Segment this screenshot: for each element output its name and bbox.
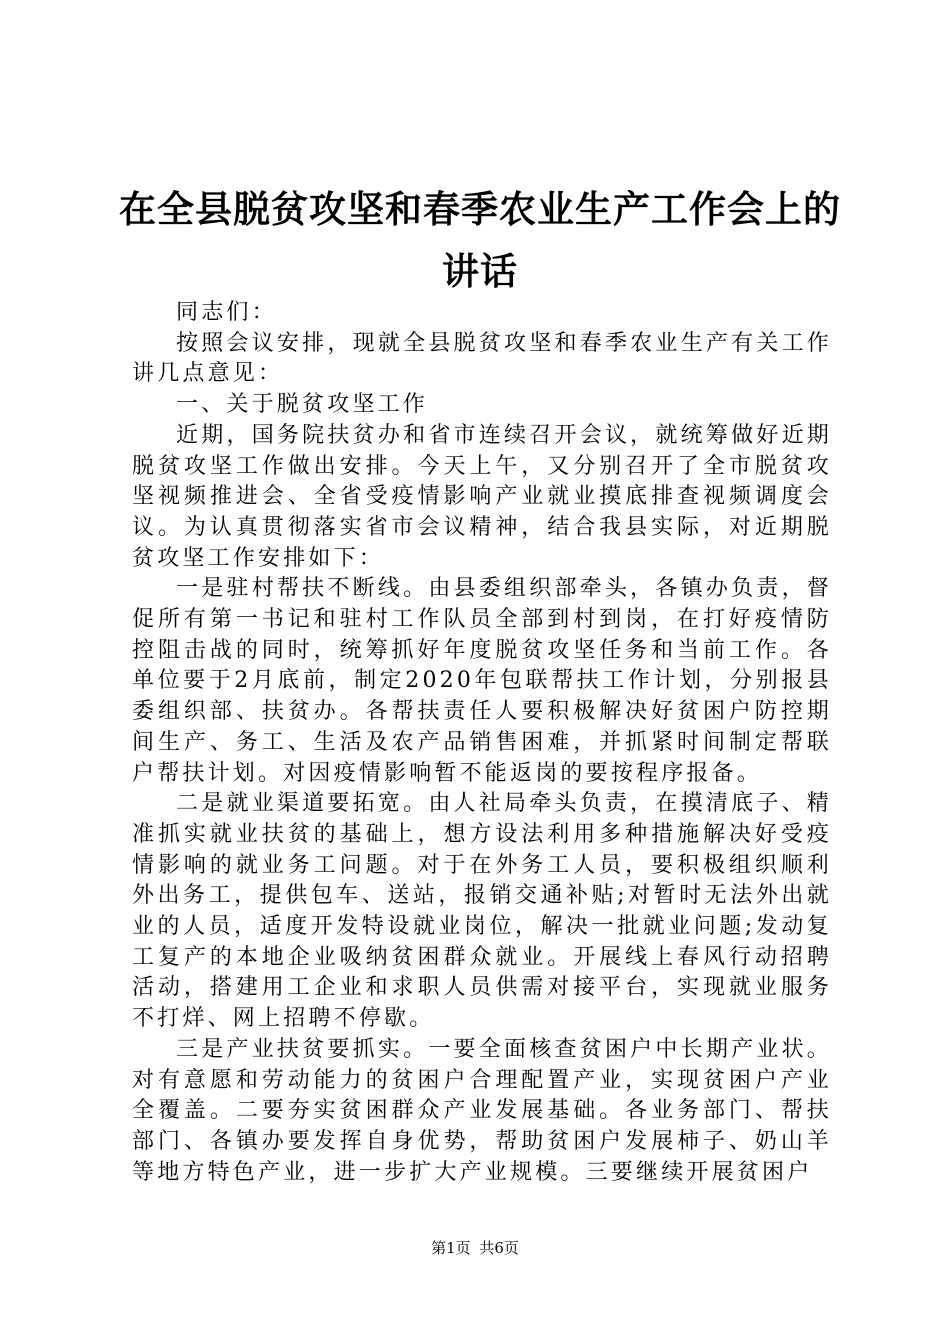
body-paragraph: 三是产业扶贫要抓实。一要全面核查贫困户中长期产业状。对有意愿和劳动能力的贫困户合理配置产业，实现贫困户产业全覆盖。二要夯实贫困群众产业发展基础。各业务部门、帮扶部门、各镇办要发挥自身优势，帮助贫困户发展柿子、奶山羊等地方特色产业，进一步扩大产业规模。三要继续开展贫困户	[132, 1036, 832, 1185]
page-number: 第1页	[431, 1239, 471, 1257]
body-paragraph: 一是驻村帮扶不断线。由县委组织部牵头，各镇办负责，督促所有第一书记和驻村工作队员全部到村到岗，在打好疫情防控阻击战的同时，统筹抓好年度脱贫攻坚任务和当前工作。各单位要于2月底前，制定2020年包联帮扶工作计划，分别报县委组织部、扶贫办。各帮扶责任人要积极解决好贫困户防控期间生产、务工、生活及农产品销售困难，并抓紧时间制定帮联户帮扶计划。对因疫情影响暂不能返岗的要按程序报备。	[132, 576, 832, 786]
intro-paragraph: 按照会议安排，现就全县脱贫攻坚和春季农业生产有关工作讲几点意见：	[132, 330, 832, 387]
document-body	[132, 298, 832, 1188]
document-title: 在全县脱贫攻坚和春季农业生产工作会上的讲话	[119, 187, 841, 293]
page-total: 共6页	[479, 1239, 519, 1257]
body-paragraph: 二是就业渠道要拓宽。由人社局牵头负责，在摸清底子、精准抓实就业扶贫的基础上，想方设法利用多种措施解决好受疫情影响的就业务工问题。对于在外务工人员，要积极组织顺利外出务工，提供包车、送站，报销交通补贴;对暂时无法外出就业的人员，适度开发特设就业岗位，解决一批就业问题;发动复工复产的本地企业吸纳贫困群众就业。开展线上春风行动招聘活动，搭建用工企业和求职人员供需对接平台，实现就业服务不打烊、网上招聘不停歇。	[132, 791, 832, 1032]
body-paragraph: 近期，国务院扶贫办和省市连续召开会议，就统筹做好近期脱贫攻坚工作做出安排。今天上午，又分别召开了全市脱贫攻坚视频推进会、全省受疫情影响产业就业摸底排查视频调度会议。为认真贯彻落实省市会议精神，结合我县实际，对近期脱贫攻坚工作安排如下：	[132, 422, 832, 571]
salutation: 同志们：	[176, 300, 277, 325]
page-footer	[0, 1238, 950, 1258]
section-heading: 一、关于脱贫攻坚工作	[176, 392, 429, 418]
